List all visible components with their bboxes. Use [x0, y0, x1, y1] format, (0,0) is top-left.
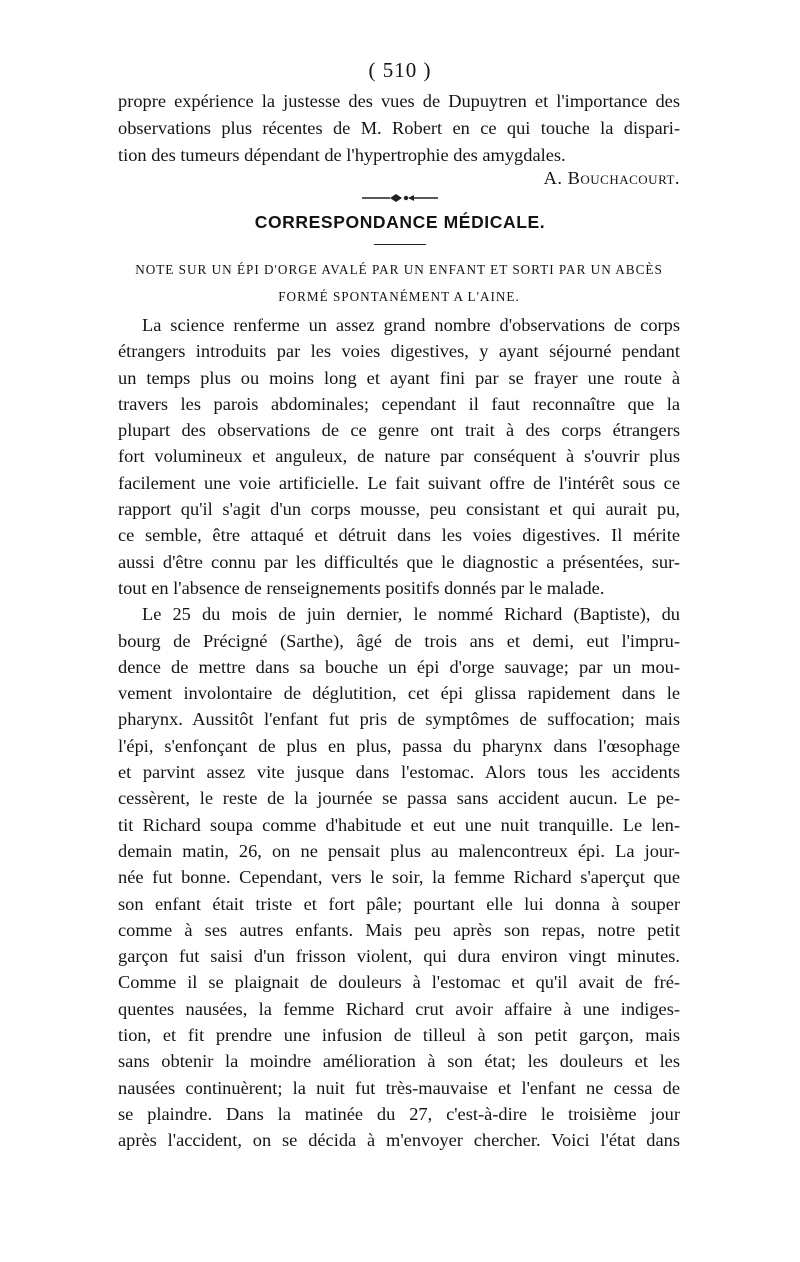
body-line: garçon fut saisi d'un frisson violent, qui dura environ vingt minutes. [118, 946, 680, 967]
body-line: pharynx. Aussitôt l'enfant fut pris de symptômes de suffocation; mais [118, 709, 680, 730]
body-line: quentes nausées, la femme Richard crut avoir affaire à une indiges- [118, 998, 680, 1019]
body-line: et parvint assez vite jusque dans l'estomac. Alors tous les accidents [118, 762, 680, 783]
intro-paragraph [118, 88, 680, 169]
body-line: plupart des observations de ce genre ont trait à des corps étrangers [118, 420, 680, 441]
intro-line: observations plus récentes de M. Robert en ce qui touche la dispari- [118, 118, 680, 138]
body-line: demain matin, 26, on ne pensait plus au malencontreux épi. La jour- [118, 840, 680, 861]
body-line: travers les parois abdominales; cependant il faut reconnaître que la [118, 393, 680, 414]
body-line: La science renferme un assez grand nombre d'observations de corps [142, 315, 680, 335]
body-line: sans obtenir la moindre amélioration à son état; les douleurs et les [118, 1051, 680, 1072]
page-number: ( 510 ) [368, 58, 432, 82]
body-line: fort volumineux et anguleux, de nature par conséquent à s'ouvrir plus [118, 446, 680, 467]
body-line: nausées continuèrent; la nuit fut très-mauvaise et l'enfant ne cessa de [118, 1077, 680, 1098]
body-line: comme à ses autres enfants. Mais peu après son repas, notre petit [118, 919, 680, 940]
section-ornament-icon [360, 192, 440, 204]
intro-line: tion des tumeurs dépendant de l'hypertrophie des amygdales. [118, 145, 566, 165]
body-line: après l'accident, on se décida à m'envoyer chercher. Voici l'état dans [118, 1130, 680, 1151]
body-line: vement involontaire de déglutition, cet épi glissa rapidement dans le [118, 683, 680, 704]
body-line: un temps plus ou moins long et ayant fini par se frayer une route à [118, 367, 680, 388]
article-title-line: FORMÉ SPONTANÉMENT A L'AINE. [278, 289, 520, 304]
body-line: tout en l'absence de renseignements positifs donnés par le malade. [118, 577, 605, 598]
body-line: se plaindre. Dans la matinée du 27, c'est-à-dire le troisième jour [118, 1103, 680, 1124]
body-line: Comme il se plaignait de douleurs à l'estomac et qu'il avait de fré- [118, 972, 680, 993]
body-line: tit Richard soupa comme d'habitude et eut une nuit tranquille. Le len- [118, 814, 680, 835]
body-line: ce semble, être attaqué et détruit dans les voies digestives. Il mérite [118, 525, 680, 546]
intro-line: propre expérience la justesse des vues de Dupuytren et l'importance des [118, 91, 680, 111]
body-line: cessèrent, le reste de la journée se passa sans accident aucun. Le pe- [118, 788, 680, 809]
article-title [118, 256, 680, 310]
body-line: tion, et fit prendre une infusion de tilleul à son petit garçon, mais [118, 1025, 680, 1046]
body-line: son enfant était triste et fort pâle; pourtant elle lui donna à souper [118, 893, 680, 914]
body-line: étrangers introduits par les voies digestives, y ayant séjourné pendant [118, 341, 680, 362]
author-signature: A. Bouchacourt. [543, 168, 680, 188]
body-line: facilement une voie artificielle. Le fait suivant offre de l'intérêt sous ce [118, 472, 680, 493]
heading-rule [374, 244, 426, 245]
body-line: dence de mettre dans sa bouche un épi d'orge sauvage; par un mou- [118, 656, 680, 677]
section-heading: CORRESPONDANCE MÉDICALE. [254, 212, 546, 232]
body-line: née fut bonne. Cependant, vers le soir, la femme Richard s'aperçut que [118, 867, 680, 888]
article-body [118, 312, 680, 1154]
body-line: rapport qu'il s'agit d'un corps mousse, peu consistant et qui aurait pu, [118, 499, 680, 520]
body-line: l'épi, s'enfonçant de plus en plus, passa du pharynx dans l'œsophage [118, 735, 680, 756]
body-line: aussi d'être connu par les difficultés que le diagnostic a présentées, sur- [118, 551, 680, 572]
body-line: Le 25 du mois de juin dernier, le nommé Richard (Baptiste), du [142, 604, 680, 625]
body-line: bourg de Précigné (Sarthe), âgé de trois ans et demi, eut l'impru- [118, 630, 680, 651]
article-title-line: NOTE SUR UN ÉPI D'ORGE AVALÉ PAR UN ENFANT ET SORTI PAR UN ABCÈS [135, 262, 663, 277]
